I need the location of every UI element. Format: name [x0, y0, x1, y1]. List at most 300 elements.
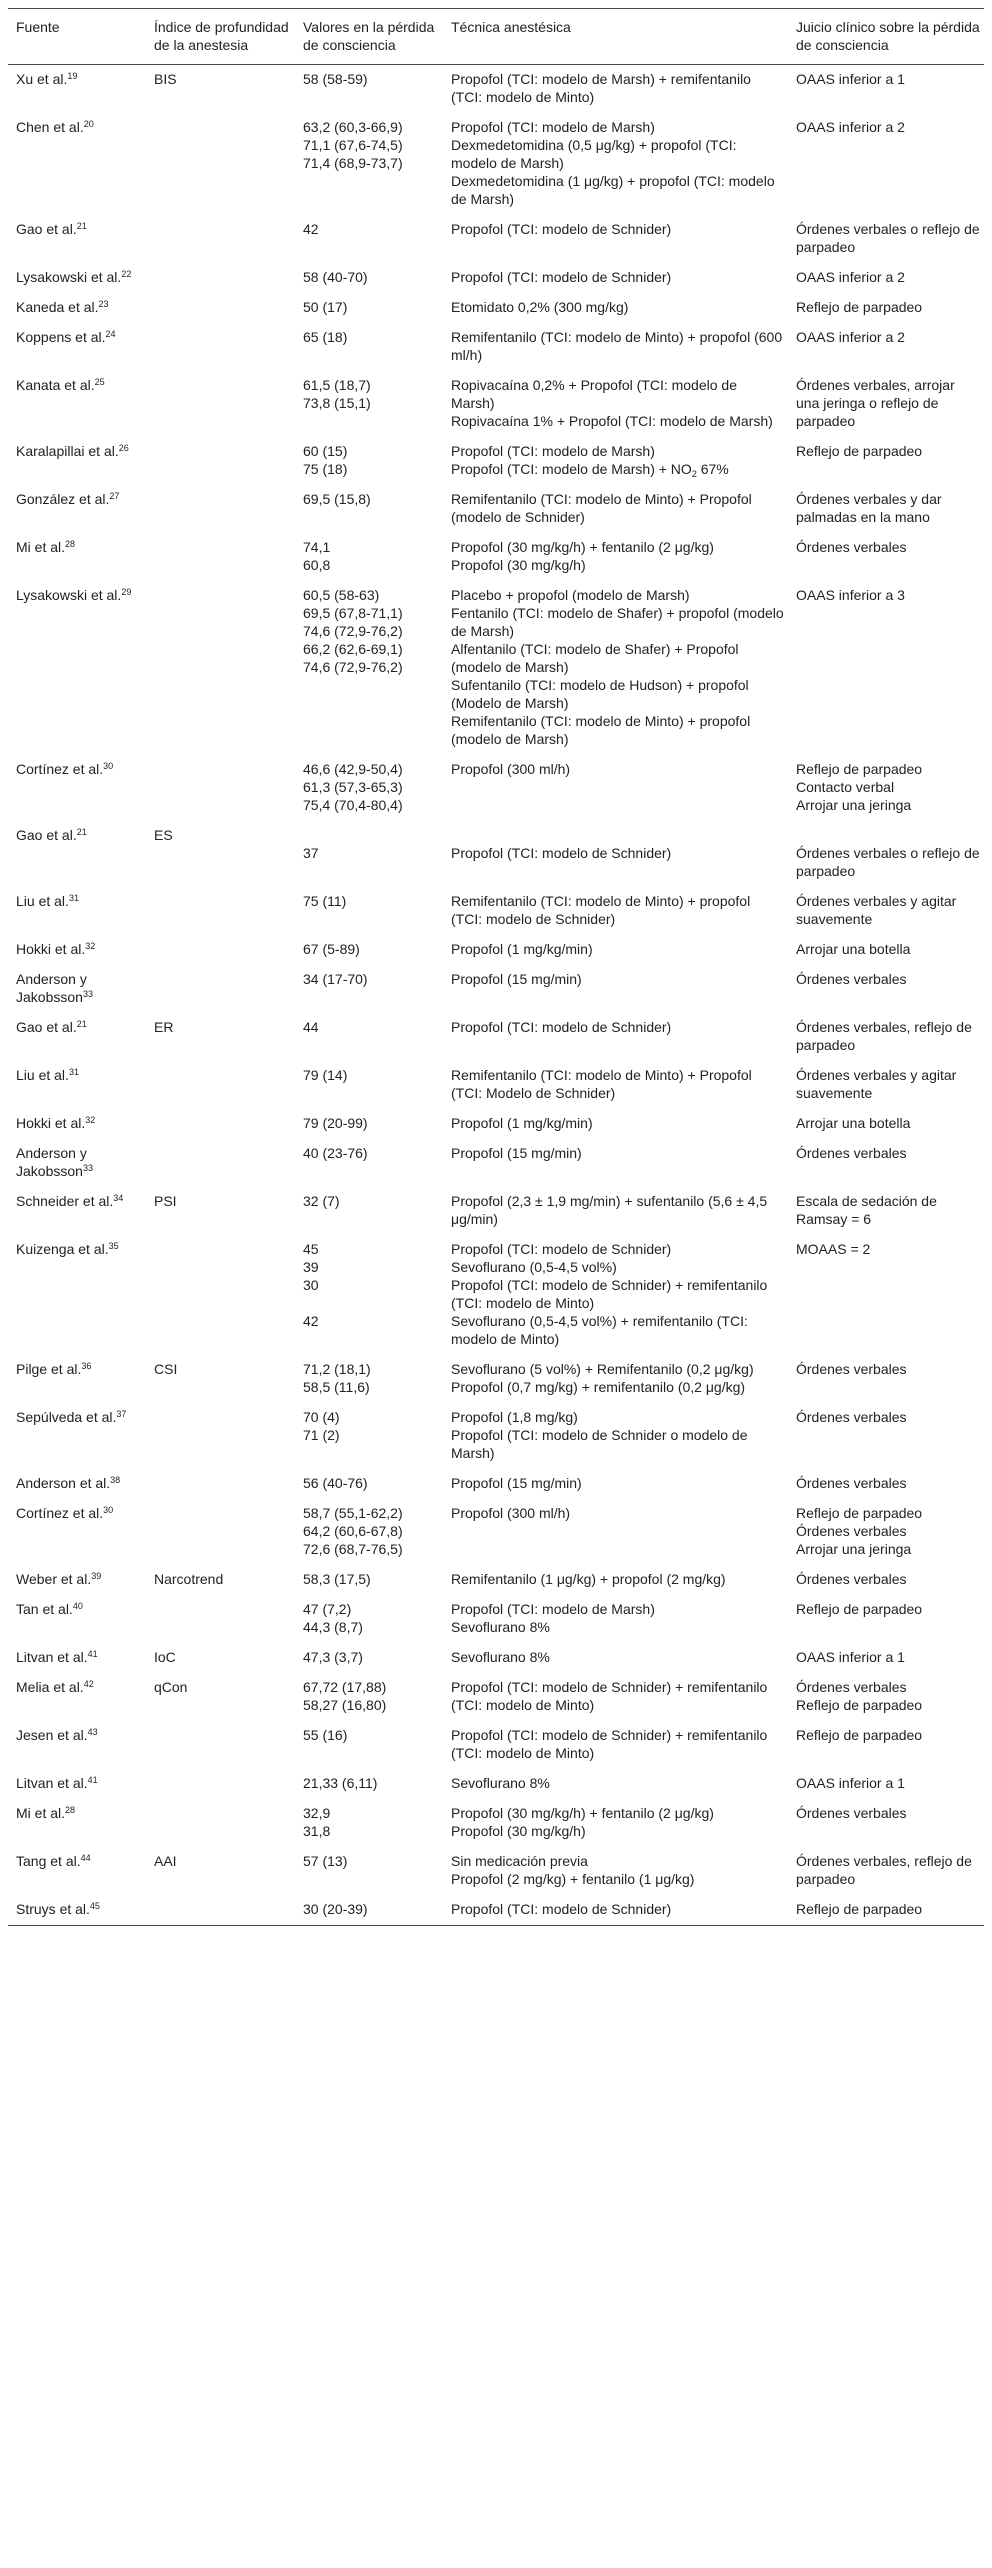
technique-line: Sevoflurano (0,5-4,5 vol%): [451, 1259, 617, 1275]
cell-technique: [443, 1469, 788, 1499]
cell-source: [8, 1673, 146, 1721]
cell-index: ER: [154, 1019, 174, 1035]
cell-technique: [443, 263, 788, 293]
technique-line: Propofol (TCI: modelo de Schnider): [451, 269, 672, 285]
source-name: Mi et al.: [16, 1805, 66, 1821]
reference-number: 21: [76, 1019, 87, 1029]
cell-values: [295, 371, 443, 437]
technique-line: Sevoflurano 8%: [451, 1619, 550, 1635]
cell-judgement: [788, 1721, 984, 1769]
cell-technique: [443, 293, 788, 323]
cell-technique: [443, 1403, 788, 1469]
table-row: [8, 1109, 984, 1139]
value-line: 37: [303, 845, 319, 861]
source-name: Sepúlveda et al.: [16, 1409, 117, 1425]
value-line: 61,3 (57,3-65,3): [303, 779, 403, 795]
cell-values: [295, 533, 443, 581]
reference-number: 31: [68, 1067, 79, 1077]
cell-values: [295, 1109, 443, 1139]
table-row: [8, 821, 984, 887]
reference-number: 26: [118, 443, 129, 453]
table-row: [8, 1673, 984, 1721]
value-line: 45: [303, 1241, 319, 1257]
technique-line: Remifentanilo (TCI: modelo de Minto) + propofol (600 ml/h): [451, 329, 783, 363]
reference-number: 32: [85, 941, 96, 951]
value-line: 30: [303, 1277, 319, 1293]
cell-technique: [443, 1187, 788, 1235]
table-row: [8, 1721, 984, 1769]
reference-number: 37: [116, 1409, 127, 1419]
table-row: [8, 887, 984, 935]
cell-index: [146, 1595, 295, 1643]
cell-index: [146, 1235, 295, 1355]
reference-number: 33: [82, 989, 93, 999]
table-row: [8, 1895, 984, 1926]
value-line: 56 (40-76): [303, 1475, 368, 1491]
value-line: 58,27 (16,80): [303, 1697, 387, 1713]
table-row: [8, 1235, 984, 1355]
value-line: 30 (20-39): [303, 1901, 368, 1917]
source-name: Gao et al.: [16, 827, 77, 843]
cell-technique: [443, 1013, 788, 1061]
cell-index: [146, 1061, 295, 1109]
judgement-line: Órdenes verbales, reflejo de parpadeo: [796, 1853, 972, 1887]
cell-values: [295, 1187, 443, 1235]
cell-source: [8, 755, 146, 821]
technique-line: Propofol (2,3 ± 1,9 mg/min) + sufentanilo (5,6 ± 4,5 μg/min): [451, 1193, 768, 1227]
table-row: [8, 1769, 984, 1799]
cell-judgement: [788, 1673, 984, 1721]
judgement-line: Órdenes verbales y agitar suavemente: [796, 893, 957, 927]
value-line: 31,8: [303, 1823, 331, 1839]
cell-technique: [443, 1895, 788, 1926]
value-line: 65 (18): [303, 329, 348, 345]
cell-index: [146, 1109, 295, 1139]
judgement-line: Reflejo de parpadeo: [796, 1601, 923, 1617]
technique-line: [451, 826, 784, 844]
value-line: 71,2 (18,1): [303, 1361, 371, 1377]
reference-number: 23: [98, 299, 109, 309]
judgement-line: Órdenes verbales: [796, 1571, 907, 1587]
cell-source: [8, 1469, 146, 1499]
value-line: 58 (58-59): [303, 71, 368, 87]
table-row: [8, 1847, 984, 1895]
source-name: Koppens et al.: [16, 329, 106, 345]
cell-index: AAI: [154, 1853, 177, 1869]
cell-judgement: [788, 821, 984, 887]
cell-index: [146, 113, 295, 215]
judgement-line: Órdenes verbales: [796, 1523, 907, 1539]
value-line: 74,6 (72,9-76,2): [303, 659, 403, 675]
reference-number: 30: [103, 1505, 114, 1515]
reference-number: 43: [87, 1727, 98, 1737]
cell-values: [295, 485, 443, 533]
header-judgement: Juicio clínico sobre la pérdida de consciencia: [788, 9, 984, 65]
cell-index: [146, 935, 295, 965]
value-line: 50 (17): [303, 299, 348, 315]
cell-values: [295, 1235, 443, 1355]
cell-values: [295, 1595, 443, 1643]
cell-judgement: [788, 1499, 984, 1565]
cell-technique: [443, 1847, 788, 1895]
cell-technique: [443, 437, 788, 485]
cell-technique: [443, 755, 788, 821]
reference-number: 31: [68, 893, 79, 903]
value-line: 58 (40-70): [303, 269, 368, 285]
cell-technique: [443, 1235, 788, 1355]
cell-judgement: [788, 371, 984, 437]
cell-source: [8, 1187, 146, 1235]
source-name: Gao et al.: [16, 1019, 77, 1035]
technique-line: Remifentanilo (TCI: modelo de Minto) + Propofol (modelo de Schnider): [451, 491, 752, 525]
source-name: Tan et al.: [16, 1601, 73, 1617]
cell-judgement: [788, 1061, 984, 1109]
technique-line: Remifentanilo (TCI: modelo de Minto) + propofol (modelo de Marsh): [451, 713, 751, 747]
cell-judgement: [788, 887, 984, 935]
cell-source: [8, 1565, 146, 1595]
cell-index: BIS: [154, 71, 177, 87]
cell-technique: [443, 485, 788, 533]
technique-line: Propofol (TCI: modelo de Marsh): [451, 119, 655, 135]
technique-line: Propofol (1,8 mg/kg): [451, 1409, 578, 1425]
cell-technique: [443, 1595, 788, 1643]
cell-source: [8, 485, 146, 533]
source-name: Mi et al.: [16, 539, 66, 555]
judgement-line: [796, 826, 980, 844]
cell-technique: [443, 1673, 788, 1721]
value-line: 63,2 (60,3-66,9): [303, 119, 403, 135]
value-line: 71 (2): [303, 1427, 340, 1443]
source-name: Anderson et al.: [16, 1475, 111, 1491]
source-name: Liu et al.: [16, 893, 69, 909]
cell-technique: [443, 1109, 788, 1139]
header-source: Fuente: [8, 9, 146, 65]
cell-source: [8, 1403, 146, 1469]
technique-line: Sufentanilo (TCI: modelo de Hudson) + propofol (Modelo de Marsh): [451, 677, 749, 711]
technique-line: Propofol (1 mg/kg/min): [451, 941, 593, 957]
cell-technique: [443, 1061, 788, 1109]
technique-line: Remifentanilo (TCI: modelo de Minto) + Propofol (TCI: Modelo de Schnider): [451, 1067, 752, 1101]
cell-index: [146, 1799, 295, 1847]
judgement-line: Órdenes verbales, arrojar una jeringa o reflejo de parpadeo: [796, 377, 955, 429]
cell-values: [295, 215, 443, 263]
cell-technique: [443, 1799, 788, 1847]
cell-source: [8, 1109, 146, 1139]
cell-source: [8, 935, 146, 965]
value-line: 79 (20-99): [303, 1115, 368, 1131]
cell-judgement: [788, 965, 984, 1013]
cell-values: [295, 821, 443, 887]
judgement-line: OAAS inferior a 1: [796, 71, 905, 87]
technique-line: Propofol (1 mg/kg/min): [451, 1115, 593, 1131]
cell-index: [146, 1403, 295, 1469]
cell-index: [146, 887, 295, 935]
cell-technique: [443, 887, 788, 935]
reference-number: 33: [82, 1163, 93, 1173]
technique-line: Propofol (TCI: modelo de Schnider): [451, 1901, 672, 1917]
cell-index: [146, 263, 295, 293]
technique-line: Ropivacaína 0,2% + Propofol (TCI: modelo de Marsh): [451, 377, 737, 411]
cell-technique: [443, 1139, 788, 1187]
judgement-line: Órdenes verbales: [796, 1679, 907, 1695]
header-row: [8, 9, 984, 65]
value-line: 60 (15): [303, 443, 348, 459]
cell-source: [8, 533, 146, 581]
table-row: [8, 293, 984, 323]
reference-number: 41: [87, 1775, 98, 1785]
source-name: Karalapillai et al.: [16, 443, 119, 459]
cell-values: [295, 755, 443, 821]
cell-judgement: [788, 1895, 984, 1926]
technique-line: Propofol (TCI: modelo de Marsh) + remifentanilo (TCI: modelo de Minto): [451, 71, 751, 105]
table-row: [8, 65, 984, 114]
reference-number: 29: [121, 587, 132, 597]
cell-source: [8, 323, 146, 371]
technique-line: Propofol (15 mg/min): [451, 1145, 582, 1161]
cell-judgement: [788, 1109, 984, 1139]
cell-source: [8, 821, 146, 887]
cell-judgement: [788, 1469, 984, 1499]
judgement-line: Contacto verbal: [796, 779, 895, 795]
cell-source: [8, 1769, 146, 1799]
reference-number: 30: [103, 761, 114, 771]
technique-line: Propofol (TCI: modelo de Schnider o modelo de Marsh): [451, 1427, 748, 1461]
cell-source: [8, 1595, 146, 1643]
cell-values: [295, 1565, 443, 1595]
table-row: [8, 755, 984, 821]
judgement-line: Órdenes verbales, reflejo de parpadeo: [796, 1019, 972, 1053]
technique-line: Ropivacaína 1% + Propofol (TCI: modelo de Marsh): [451, 413, 773, 429]
technique-line: Sevoflurano 8%: [451, 1649, 550, 1665]
reference-number: 25: [94, 377, 105, 387]
cell-technique: [443, 65, 788, 114]
cell-technique: [443, 1499, 788, 1565]
cell-values: [295, 1847, 443, 1895]
cell-source: [8, 1355, 146, 1403]
reference-number: 41: [87, 1649, 98, 1659]
table-row: [8, 215, 984, 263]
value-line: 47 (7,2): [303, 1601, 352, 1617]
cell-index: [146, 323, 295, 371]
source-name: Xu et al.: [16, 71, 68, 87]
judgement-line: Órdenes verbales o reflejo de parpadeo: [796, 845, 980, 879]
value-line: 55 (16): [303, 1727, 348, 1743]
cell-technique: [443, 371, 788, 437]
source-name: Weber et al.: [16, 1571, 92, 1587]
judgement-line: Órdenes verbales: [796, 1475, 907, 1491]
technique-line: Fentanilo (TCI: modelo de Shafer) + propofol (modelo de Marsh): [451, 605, 784, 639]
technique-line: Propofol (TCI: modelo de Schnider): [451, 1019, 672, 1035]
cell-index: [146, 371, 295, 437]
reference-number: 24: [105, 329, 116, 339]
source-name: Anderson y Jakobsson: [16, 1145, 87, 1179]
judgement-line: Arrojar una botella: [796, 1115, 911, 1131]
value-line: 47,3 (3,7): [303, 1649, 363, 1665]
cell-source: [8, 965, 146, 1013]
cell-judgement: [788, 1565, 984, 1595]
cell-technique: [443, 323, 788, 371]
cell-source: [8, 215, 146, 263]
source-name: Schneider et al.: [16, 1193, 114, 1209]
judgement-line: Órdenes verbales: [796, 1409, 907, 1425]
technique-line: Propofol (15 mg/min): [451, 971, 582, 987]
cell-judgement: [788, 293, 984, 323]
cell-values: [295, 965, 443, 1013]
cell-index: [146, 1721, 295, 1769]
cell-judgement: [788, 323, 984, 371]
value-line: 66,2 (62,6-69,1): [303, 641, 403, 657]
subscript: 2: [691, 469, 697, 479]
reference-number: 28: [65, 1805, 76, 1815]
reference-number: 19: [67, 71, 78, 81]
value-line: 75,4 (70,4-80,4): [303, 797, 403, 813]
cell-judgement: [788, 1403, 984, 1469]
cell-index: [146, 293, 295, 323]
value-line: 75 (11): [303, 893, 347, 909]
reference-number: 42: [83, 1679, 94, 1689]
value-line: 67,72 (17,88): [303, 1679, 387, 1695]
cell-technique: [443, 935, 788, 965]
value-line: 44,3 (8,7): [303, 1619, 363, 1635]
judgement-line: Órdenes verbales: [796, 971, 907, 987]
judgement-line: OAAS inferior a 2: [796, 269, 905, 285]
value-line: 32,9: [303, 1805, 331, 1821]
cell-values: [295, 935, 443, 965]
technique-line: Dexmedetomidina (0,5 μg/kg) + propofol (TCI: modelo de Marsh): [451, 137, 737, 171]
judgement-line: OAAS inferior a 2: [796, 329, 905, 345]
table-row: [8, 935, 984, 965]
technique-line: Sevoflurano (0,5-4,5 vol%) + remifentanilo (TCI: modelo de Minto): [451, 1313, 748, 1347]
cell-source: [8, 371, 146, 437]
cell-source: [8, 1139, 146, 1187]
table-row: [8, 581, 984, 755]
table-row: [8, 113, 984, 215]
judgement-line: OAAS inferior a 1: [796, 1775, 905, 1791]
table-row: [8, 323, 984, 371]
reference-number: 21: [76, 827, 87, 837]
source-name: Lysakowski et al.: [16, 269, 122, 285]
cell-judgement: [788, 1013, 984, 1061]
table-row: [8, 1469, 984, 1499]
source-name: Jesen et al.: [16, 1727, 88, 1743]
cell-index: [146, 755, 295, 821]
cell-values: [295, 293, 443, 323]
source-name: Cortínez et al.: [16, 761, 104, 777]
cell-index: ES: [154, 827, 173, 843]
technique-line: Propofol (TCI: modelo de Schnider): [451, 221, 672, 237]
judgement-line: Arrojar una jeringa: [796, 1541, 912, 1557]
cell-judgement: [788, 113, 984, 215]
value-line: 69,5 (15,8): [303, 491, 371, 507]
value-line: 42: [303, 221, 319, 237]
cell-index: [146, 581, 295, 755]
cell-source: [8, 293, 146, 323]
technique-line: Propofol (0,7 mg/kg) + remifentanilo (0,2 μg/kg): [451, 1379, 746, 1395]
anesthesia-depth-table: [8, 8, 984, 1926]
cell-judgement: [788, 1847, 984, 1895]
reference-number: 32: [85, 1115, 96, 1125]
table-row: [8, 1355, 984, 1403]
cell-source: [8, 1895, 146, 1926]
judgement-line: Órdenes verbales: [796, 1805, 907, 1821]
cell-technique: [443, 581, 788, 755]
value-line: 58,3 (17,5): [303, 1571, 371, 1587]
reference-number: 21: [76, 221, 87, 231]
cell-source: [8, 1499, 146, 1565]
cell-index: [146, 1469, 295, 1499]
value-line: 73,8 (15,1): [303, 395, 371, 411]
value-line: [303, 1294, 439, 1312]
reference-number: 35: [108, 1241, 119, 1251]
value-line: 74,6 (72,9-76,2): [303, 623, 403, 639]
cell-index: Narcotrend: [154, 1571, 224, 1587]
cell-values: [295, 323, 443, 371]
value-line: 64,2 (60,6-67,8): [303, 1523, 403, 1539]
table-row: [8, 965, 984, 1013]
cell-technique: [443, 215, 788, 263]
cell-values: [295, 1673, 443, 1721]
judgement-line: Arrojar una botella: [796, 941, 911, 957]
cell-values: [295, 1139, 443, 1187]
cell-values: [295, 1469, 443, 1499]
technique-line: Propofol (30 mg/kg/h): [451, 557, 586, 573]
table-row: [8, 437, 984, 485]
cell-source: [8, 113, 146, 215]
cell-technique: [443, 1721, 788, 1769]
judgement-line: OAAS inferior a 1: [796, 1649, 905, 1665]
cell-judgement: [788, 215, 984, 263]
cell-source: [8, 1847, 146, 1895]
table-row: [8, 533, 984, 581]
cell-technique: [443, 965, 788, 1013]
cell-judgement: [788, 65, 984, 114]
cell-technique: [443, 821, 788, 887]
cell-values: [295, 1499, 443, 1565]
table-row: [8, 1595, 984, 1643]
table-body: [8, 65, 984, 1926]
cell-source: [8, 437, 146, 485]
cell-technique: [443, 1565, 788, 1595]
reference-number: 40: [72, 1601, 83, 1611]
source-name: González et al.: [16, 491, 110, 507]
value-line: 58,5 (11,6): [303, 1379, 370, 1395]
judgement-line: Arrojar una jeringa: [796, 797, 912, 813]
cell-values: [295, 437, 443, 485]
judgement-line: MOAAS = 2: [796, 1241, 871, 1257]
cell-index: qCon: [154, 1679, 188, 1695]
reference-number: 39: [91, 1571, 102, 1581]
technique-line: Propofol (300 ml/h): [451, 1505, 571, 1521]
technique-line: Propofol (TCI: modelo de Schnider) + remifentanilo (TCI: modelo de Minto): [451, 1727, 768, 1761]
value-line: 42: [303, 1313, 319, 1329]
value-line: 75 (18): [303, 461, 348, 477]
technique-line: Etomidato 0,2% (300 mg/kg): [451, 299, 629, 315]
table-row: [8, 371, 984, 437]
technique-line: Alfentanilo (TCI: modelo de Shafer) + Propofol (modelo de Marsh): [451, 641, 739, 675]
cell-values: [295, 113, 443, 215]
cell-judgement: [788, 1355, 984, 1403]
source-name: Kaneda et al.: [16, 299, 99, 315]
table-row: [8, 1403, 984, 1469]
value-line: 67 (5-89): [303, 941, 360, 957]
judgement-line: Reflejo de parpadeo: [796, 761, 923, 777]
cell-judgement: [788, 1799, 984, 1847]
value-line: 21,33 (6,11): [303, 1775, 378, 1791]
cell-judgement: [788, 1139, 984, 1187]
cell-source: [8, 1235, 146, 1355]
cell-values: [295, 1895, 443, 1926]
cell-index: [146, 1895, 295, 1926]
